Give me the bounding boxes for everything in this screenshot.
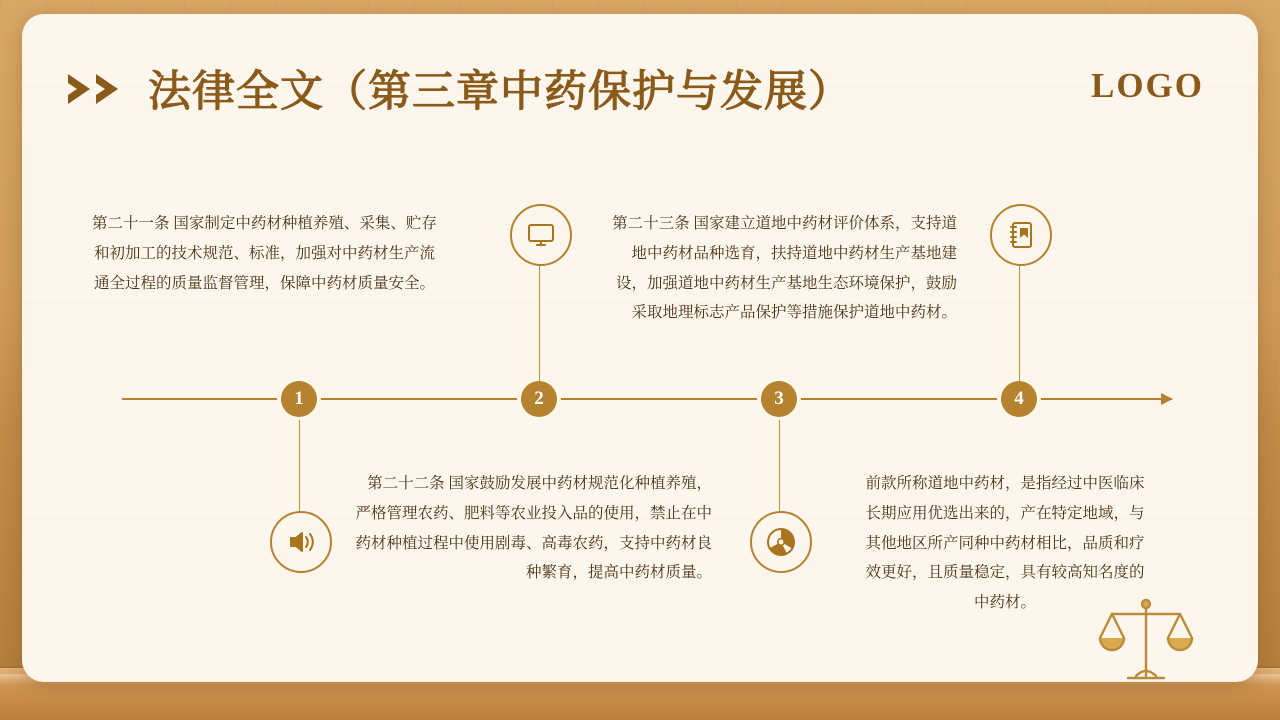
timeline-node-4[interactable]: 4	[1001, 381, 1037, 417]
timeline-text-3: 第二十三条 国家建立道地中药材评价体系，支持道地中药材品种选育，扶持道地中药材生产基地建设，加强道地中药材生产基地生态环境保护，鼓励采取地理标志产品保护等措施保护道地中药材。	[612, 215, 957, 322]
page-title: 法律全文（第三章中药保护与发展）	[148, 69, 852, 116]
stem-2	[539, 262, 540, 381]
slide-header	[66, 58, 852, 119]
notebook-icon	[990, 204, 1052, 266]
slide-card	[22, 14, 1258, 682]
stem-4	[1019, 262, 1020, 381]
timeline-text-2: 第二十二条 国家鼓励发展中药材规范化种植养殖，严格管理农药、肥料等农业投入品的使用，禁止在中药材种植过程中使用剧毒、高毒农药，支持中药材良种繁育，提高中药材质量。	[355, 475, 712, 582]
timeline-text-1: 第二十一条 国家制定中药材种植养殖、采集、贮存和初加工的技术规范、标准，加强对中药材生产流通全过程的质量监督管理，保障中药材质量安全。	[92, 215, 437, 292]
scales-of-justice-icon	[1086, 590, 1206, 682]
monitor-icon	[510, 204, 572, 266]
disc-icon	[750, 511, 812, 573]
timeline-node-2[interactable]: 2	[521, 381, 557, 417]
double-chevron-right-icon	[66, 72, 128, 106]
speaker-icon	[270, 511, 332, 573]
stem-1	[299, 420, 300, 512]
logo: LOGO	[1090, 66, 1204, 105]
timeline-node-3[interactable]: 3	[761, 381, 797, 417]
timeline-node-1[interactable]: 1	[281, 381, 317, 417]
timeline-text-4: 前款所称道地中药材，是指经过中医临床长期应用优选出来的，产在特定地域，与其他地区所产同种中药材相比，品质和疗效更好，且质量稳定，具有较高知名度的中药材。	[865, 475, 1145, 611]
stem-3	[779, 420, 780, 512]
